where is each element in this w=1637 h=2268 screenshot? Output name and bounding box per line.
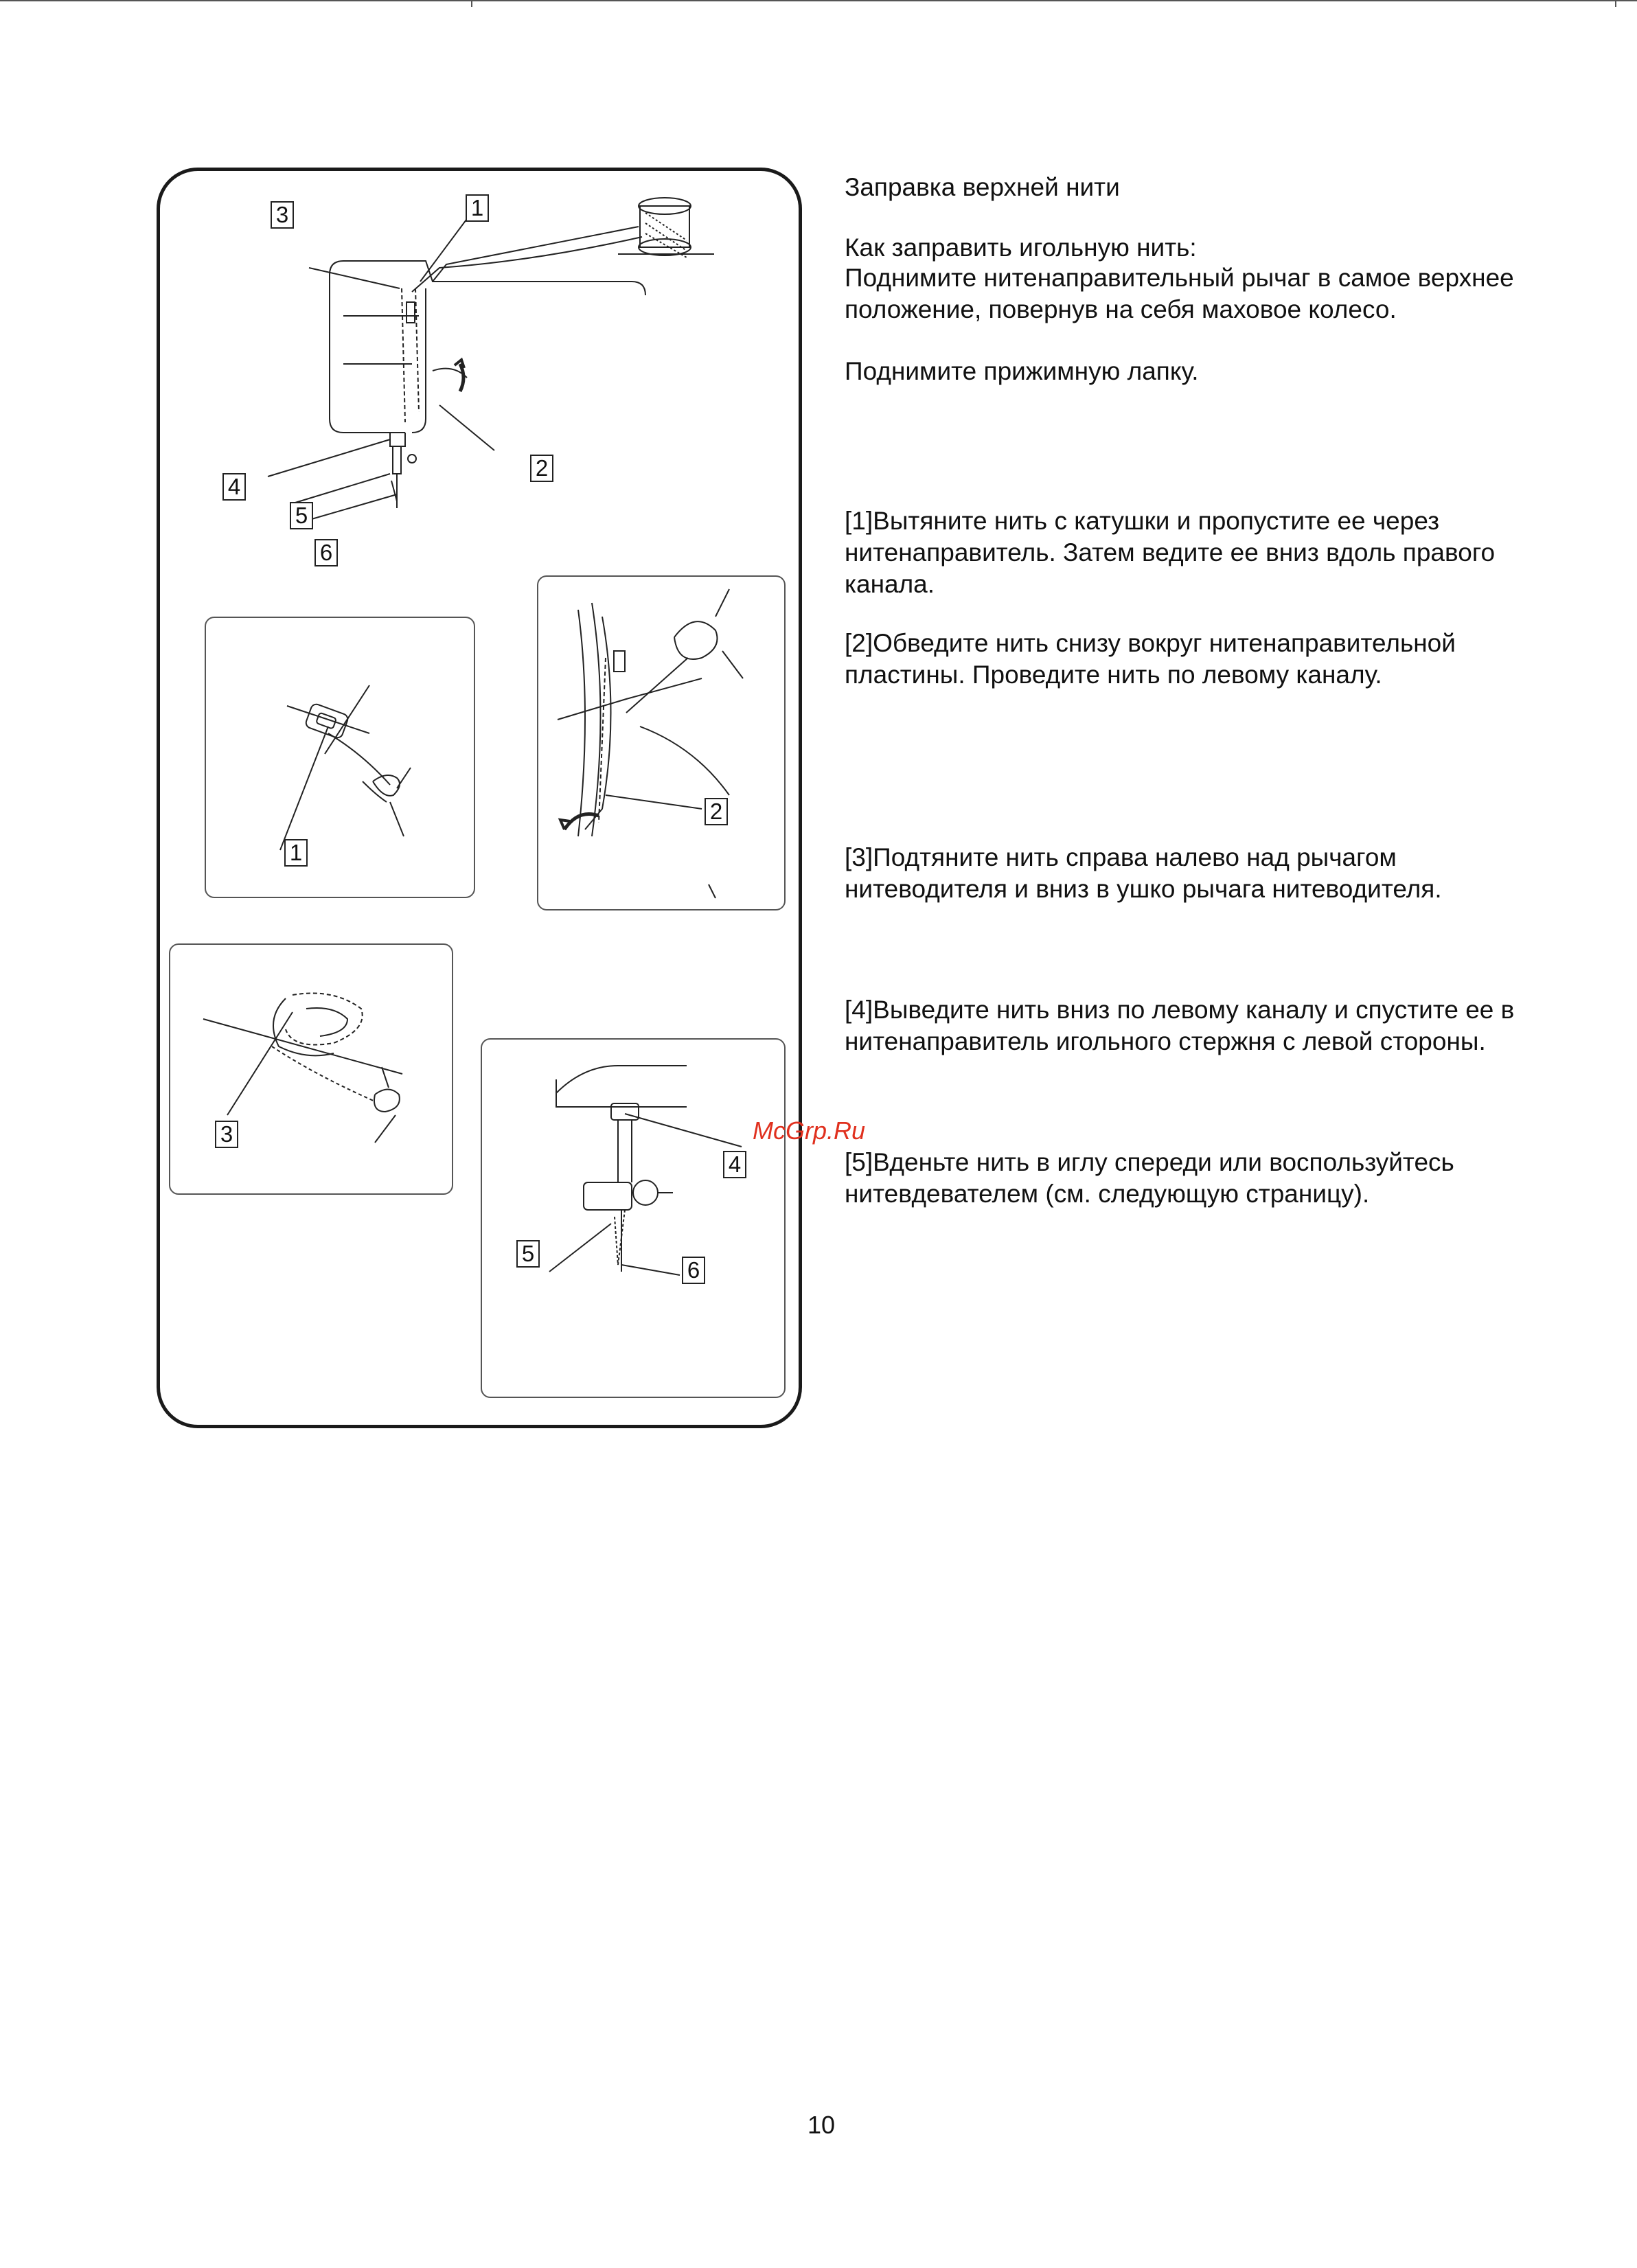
callout-2: 2 <box>530 455 553 482</box>
step1-callout: 1 <box>284 839 308 867</box>
top-rule-tick <box>1615 1 1616 7</box>
step4-illustration <box>481 1038 783 1395</box>
step2-callout: 2 <box>705 798 728 825</box>
step4-callout-5: 5 <box>516 1240 540 1268</box>
step-4-text: [4]Выведите нить вниз по левому каналу и спустите ее в нитенаправитель игольного стержня с левой стороны. <box>845 996 1515 1055</box>
intro-line-2: Поднимите прижимную лапку. <box>845 357 1199 385</box>
step1-illustration <box>205 617 472 895</box>
step2-illustration <box>537 575 783 908</box>
intro-line-1: Поднимите нитенаправительный рычаг в самое верхнее положение, повернув на себя маховое колесо. <box>845 264 1514 323</box>
step3-callout: 3 <box>215 1121 238 1148</box>
step-3-text: [3]Подтяните нить справа налево над рычагом нитеводителя и вниз в ушко рычага нитеводителя. <box>845 843 1442 903</box>
callout-5: 5 <box>290 502 313 529</box>
callout-6: 6 <box>314 539 338 566</box>
watermark-link[interactable]: McGrp.Ru <box>753 1116 866 1145</box>
top-rule-tick <box>471 1 472 7</box>
step3-illustration <box>169 943 450 1192</box>
intro-heading: Как заправить игольную нить: <box>845 233 1197 262</box>
step4-callout-4: 4 <box>723 1151 746 1178</box>
callout-1: 1 <box>466 194 489 222</box>
section-title: Заправка верхней нити <box>845 173 1120 201</box>
step-1-text: [1]Вытяните нить с катушки и пропустите ее через нитенаправитель. Затем ведите ее вниз вдоль правого канала. <box>845 507 1496 598</box>
callout-3: 3 <box>271 201 294 229</box>
page-top-rule <box>0 0 1637 5</box>
step-5-text: [5]Вденьте нить в иглу спереди или воспользуйтесь нитевдевателем (см. следующую страницу). <box>845 1148 1454 1208</box>
callout-4: 4 <box>222 473 246 501</box>
page-number: 10 <box>808 2111 836 2139</box>
step-2-text: [2]Обведите нить снизу вокруг нитенаправительной пластины. Проведите нить по левому каналу. <box>845 629 1456 689</box>
machine-head-illustration <box>206 185 728 570</box>
step4-callout-6: 6 <box>682 1257 705 1284</box>
